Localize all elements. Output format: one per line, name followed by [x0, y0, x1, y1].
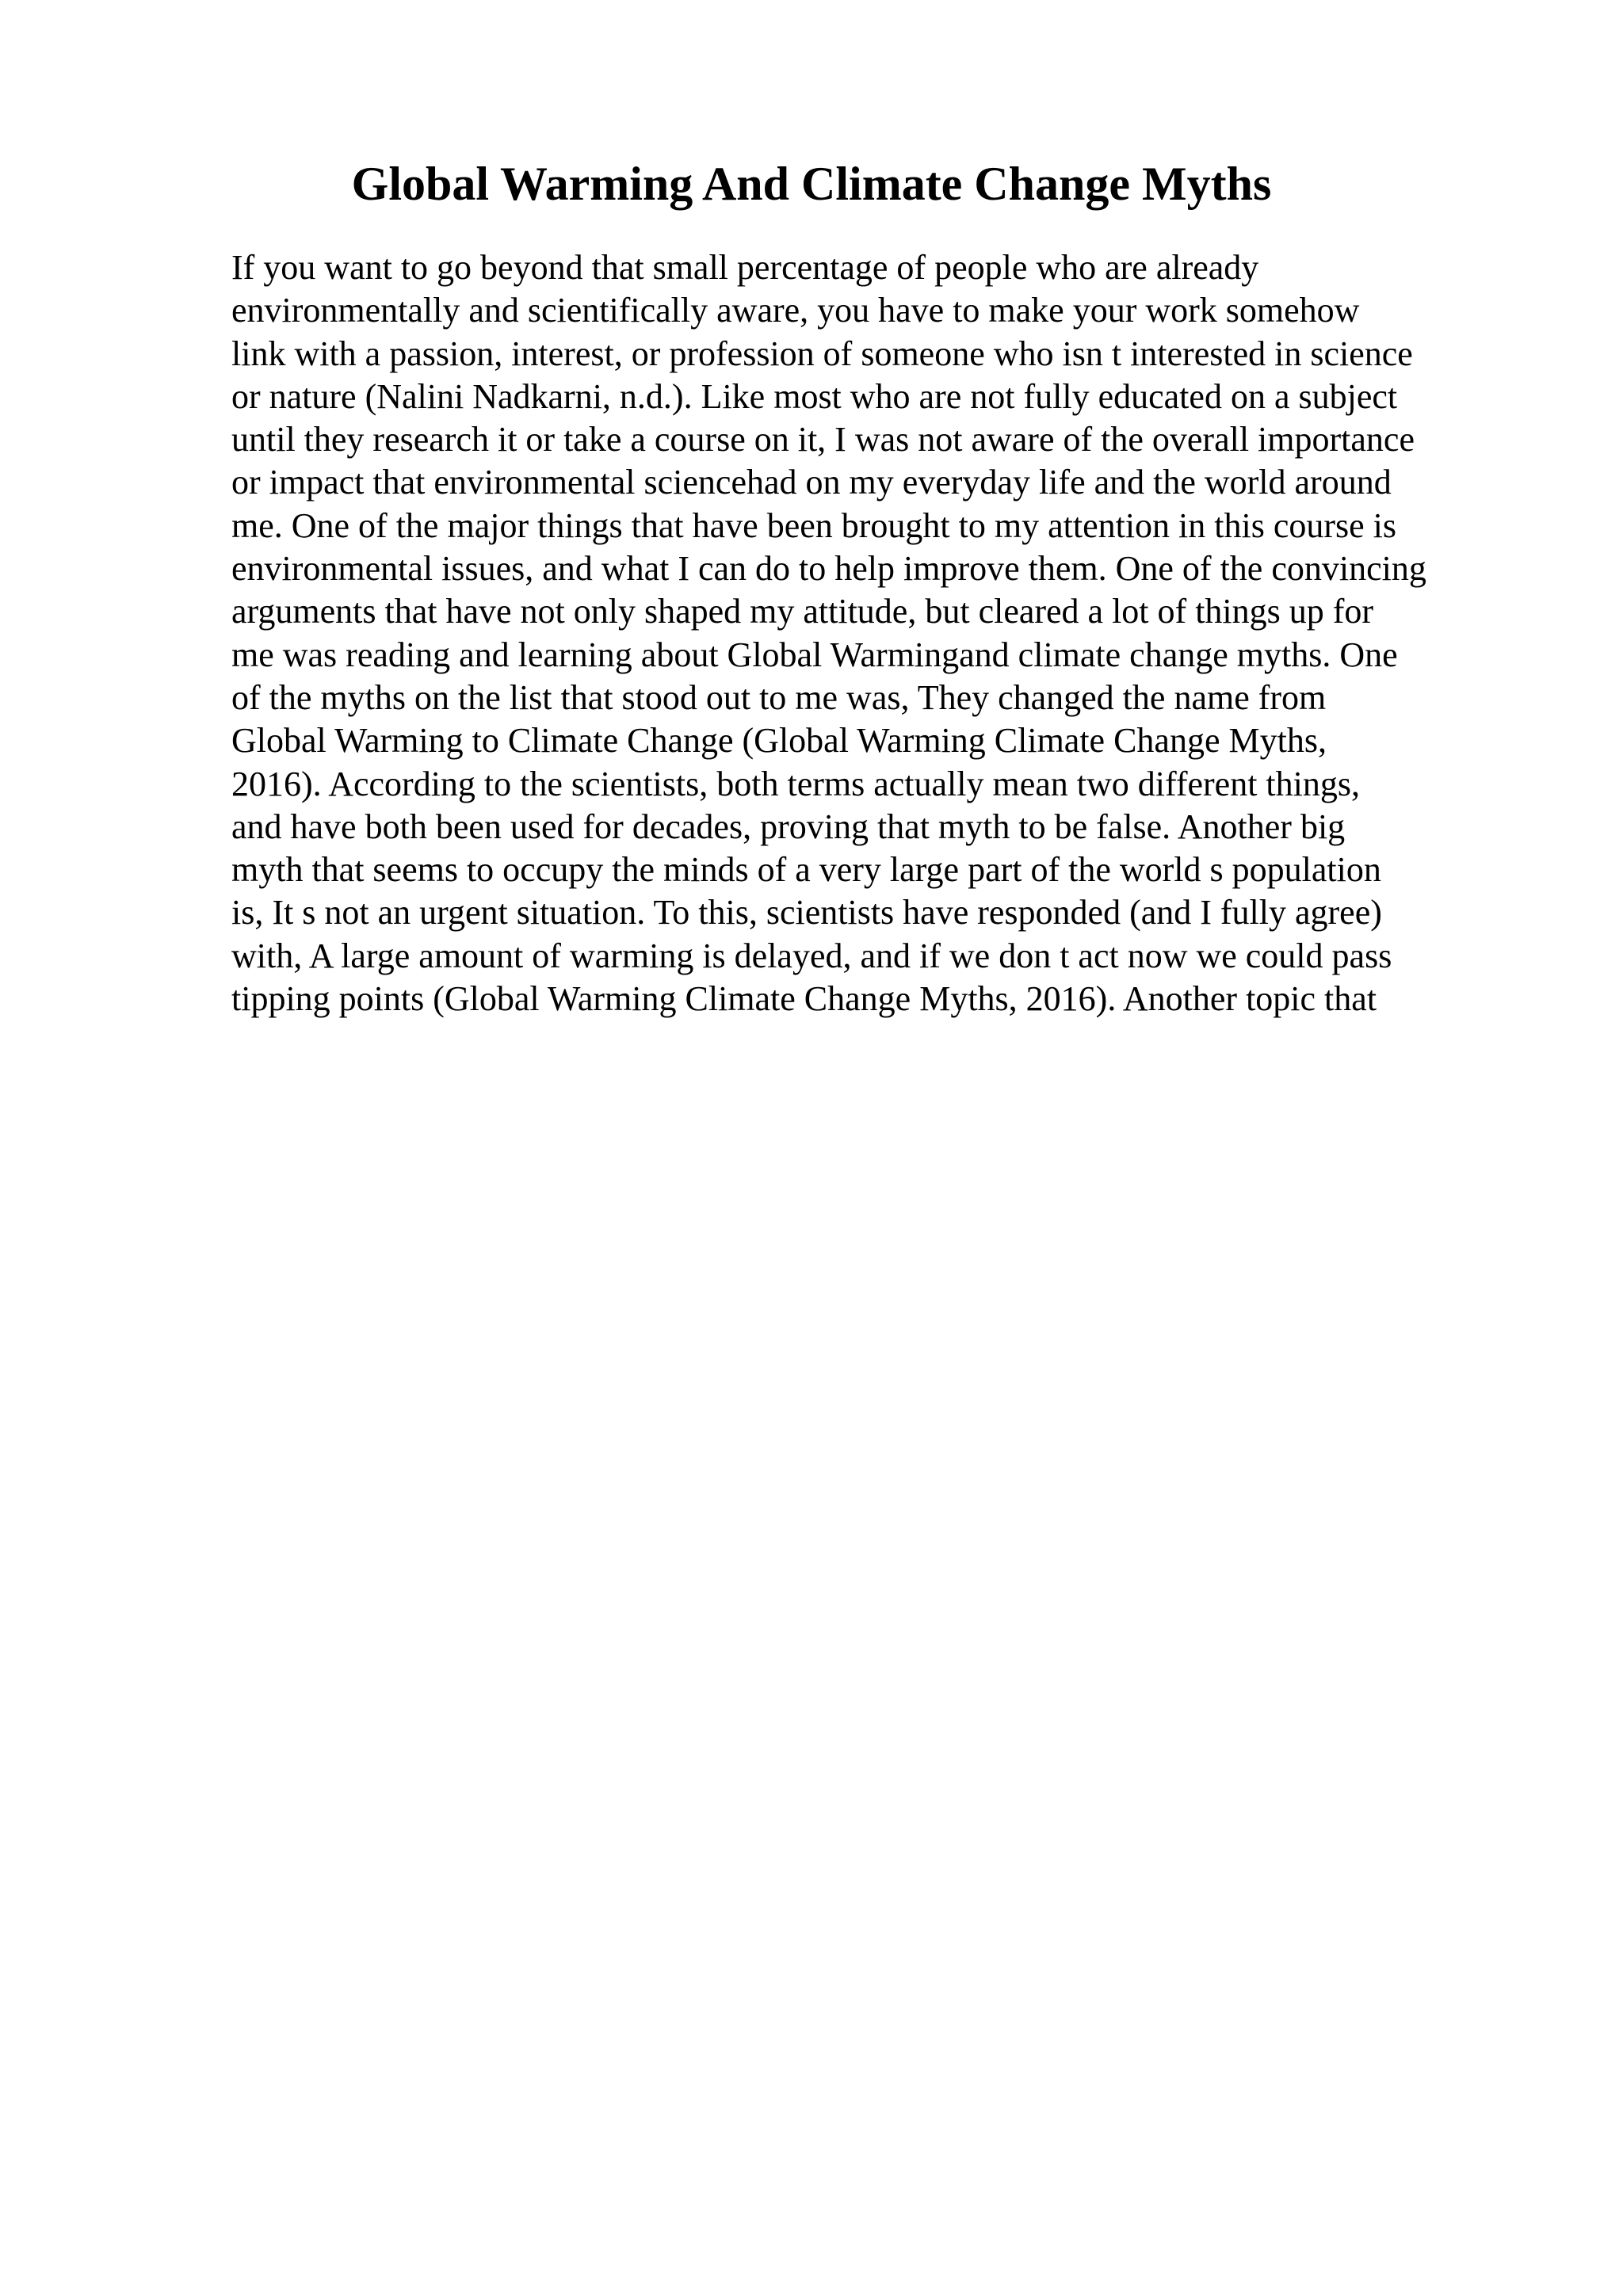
body-line: or impact that environmental sciencehad on my everyday life and the world around	[231, 463, 1392, 502]
body-line: until they research it or take a course on it, I was not aware of the overall importance	[231, 420, 1415, 460]
body-line: tipping points (Global Warming Climate Change Myths, 2016). Another topic that	[231, 979, 1377, 1019]
body-line: arguments that have not only shaped my attitude, but cleared a lot of things up for	[231, 592, 1374, 631]
body-line: environmentally and scientifically aware, you have to make your work somehow	[231, 291, 1360, 330]
body-line: myth that seems to occupy the minds of a very large part of the world s population	[231, 850, 1381, 890]
body-line: Global Warming to Climate Change (Global Warming Climate Change Myths,	[231, 721, 1327, 761]
body-line: link with a passion, interest, or profession of someone who isn t interested in science	[231, 334, 1413, 373]
document-body	[231, 246, 1515, 1020]
body-line: 2016). According to the scientists, both terms actually mean two different things,	[231, 764, 1361, 803]
body-line: environmental issues, and what I can do to help improve them. One of the convincing	[231, 549, 1426, 589]
document-title: Global Warming And Climate Change Myths	[351, 158, 1272, 210]
body-line: is, It s not an urgent situation. To this, scientists have responded (and I fully agree)	[231, 893, 1382, 933]
body-line: or nature (Nalini Nadkarni, n.d.). Like most who are not fully educated on a subject	[231, 376, 1398, 416]
body-line: with, A large amount of warming is delayed, and if we don t act now we could pass	[231, 936, 1392, 975]
body-line: and have both been used for decades, proving that myth to be false. Another big	[231, 807, 1346, 846]
body-line: me. One of the major things that have been brought to my attention in this course is	[231, 505, 1397, 545]
body-line: me was reading and learning about Global Warmingand climate change myths. One	[231, 635, 1398, 674]
body-line: of the myths on the list that stood out to me was, They changed the name from	[231, 677, 1327, 717]
body-line: If you want to go beyond that small percentage of people who are already	[231, 248, 1259, 287]
